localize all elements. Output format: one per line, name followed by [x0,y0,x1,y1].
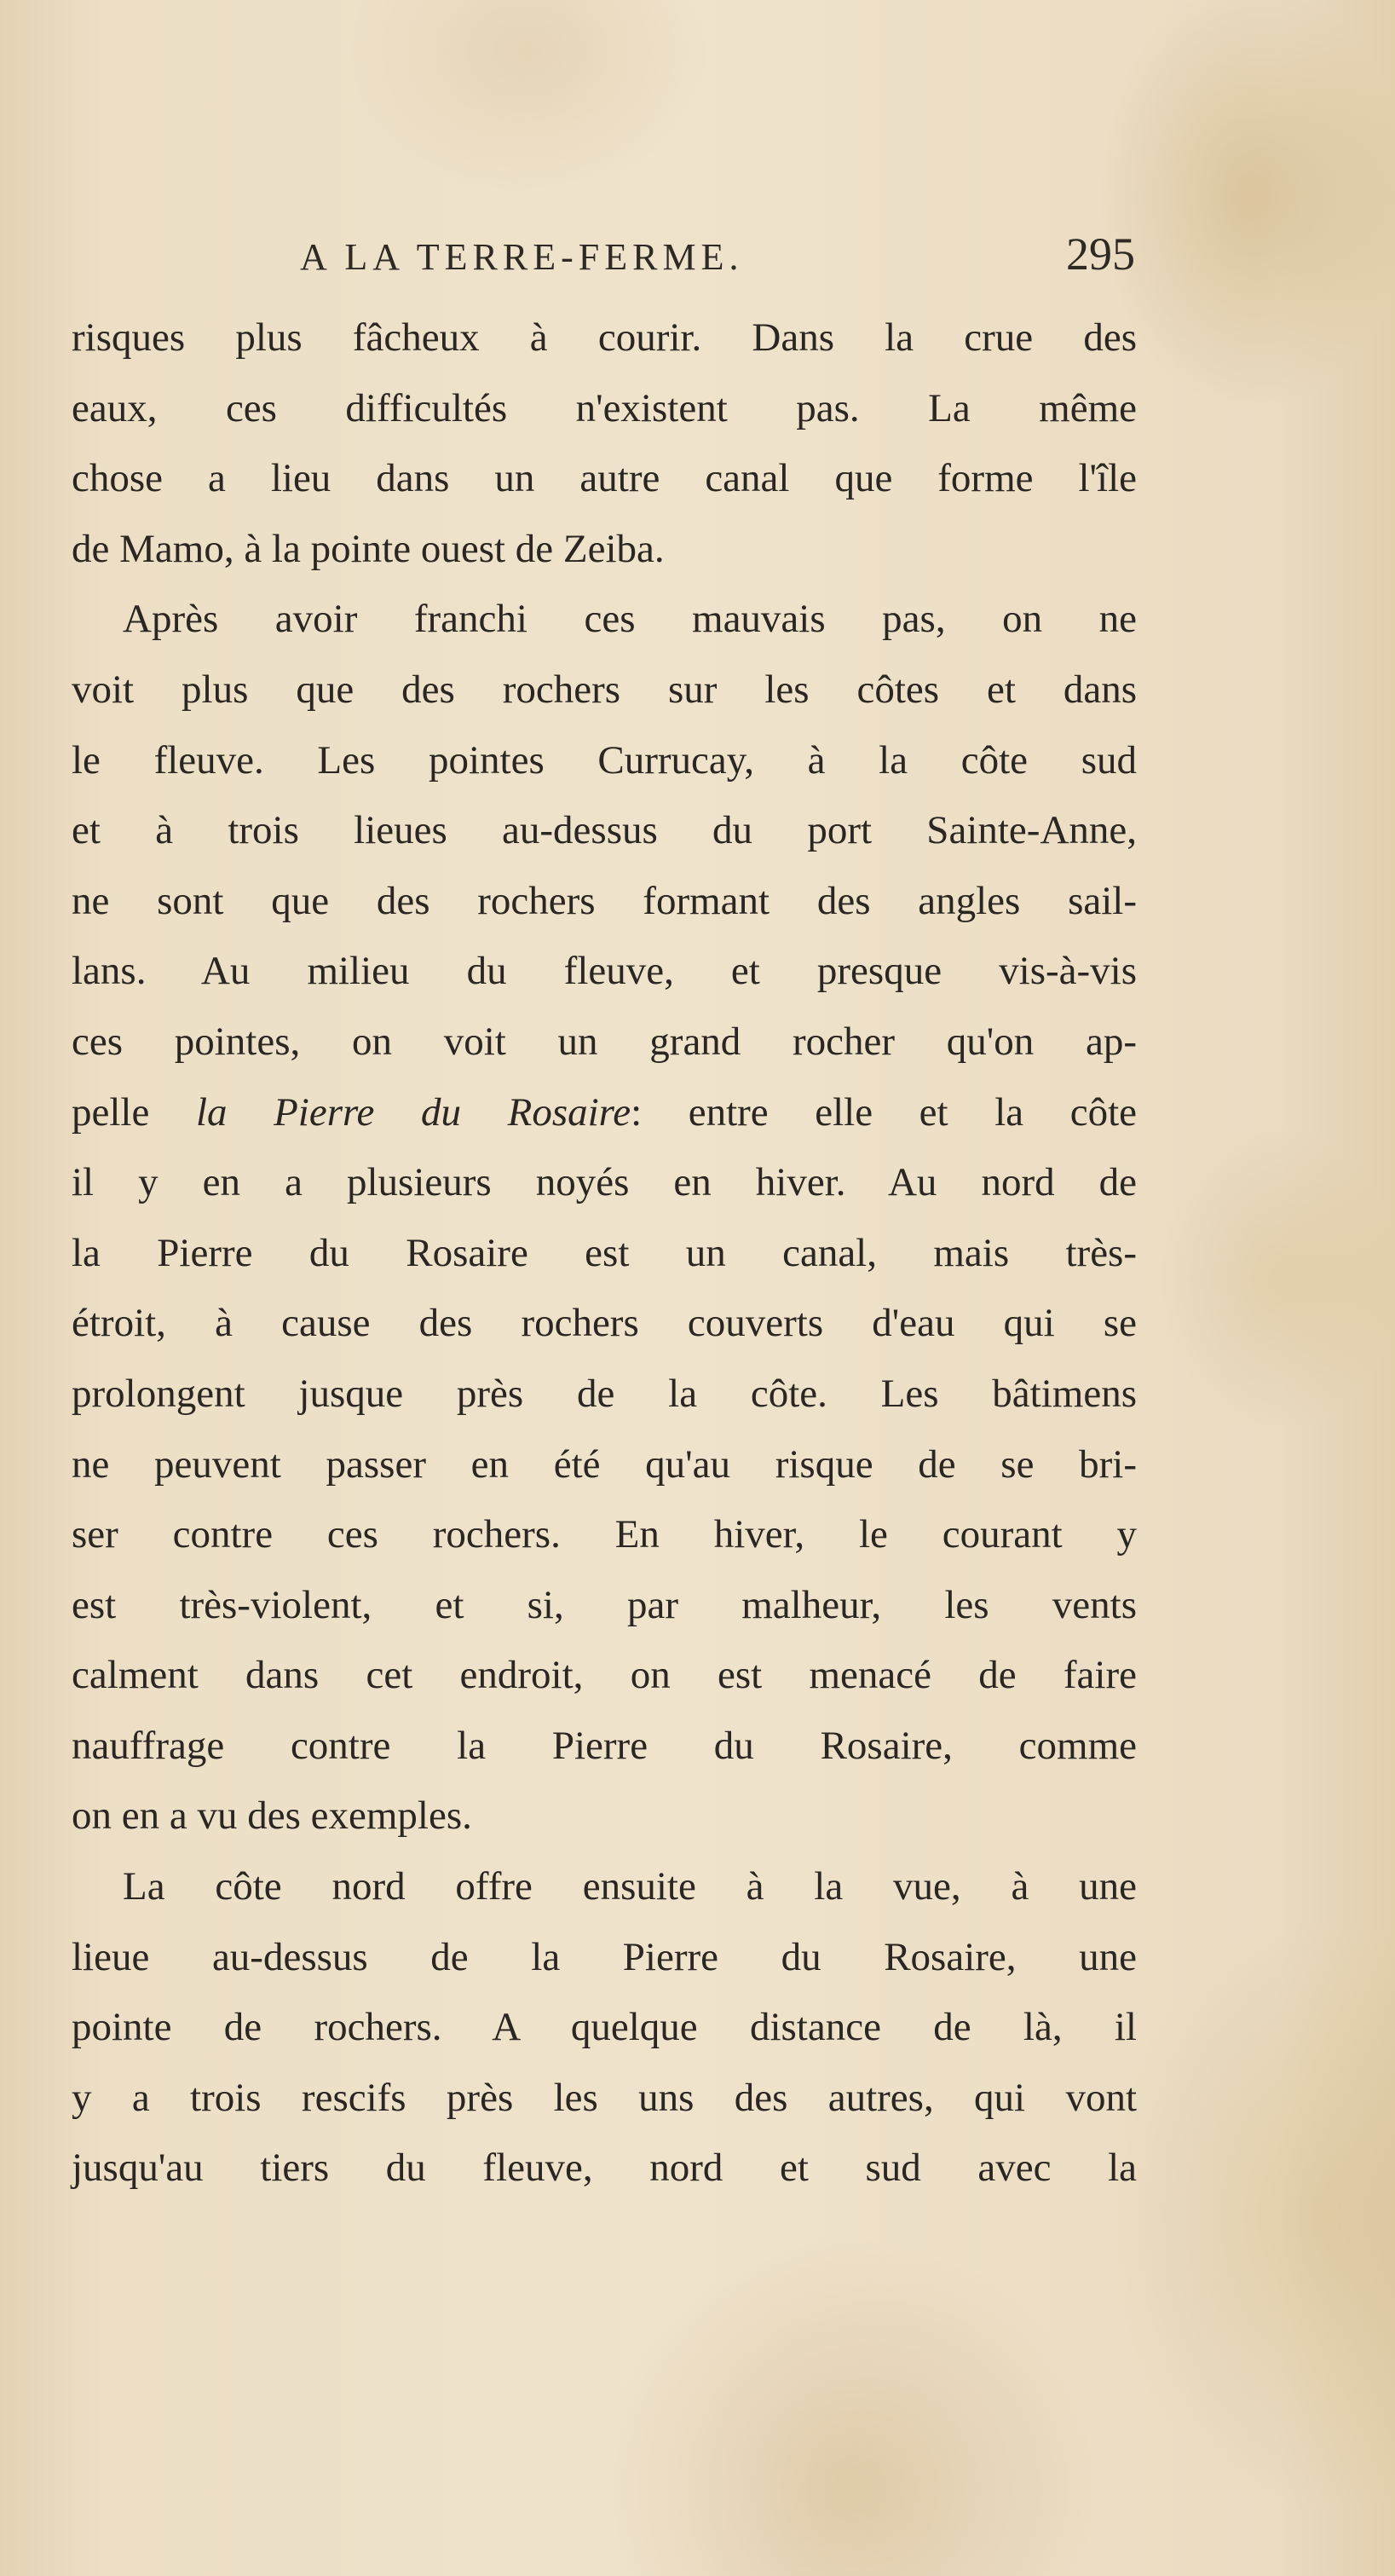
line-end: : entre elle et la côte [631,1089,1137,1135]
text-line: voit plus que des rochers sur les côtes et dans [72,667,1137,712]
text-line: calment dans cet endroit, on est menacé de faire [72,1653,1137,1698]
text-line: eaux, ces difficultés n'existent pas. La même [72,385,1137,430]
text-line: la Pierre du Rosaire est un canal, mais très- [72,1230,1137,1275]
text-line: ne sont que des rochers formant des angles sail- [72,878,1137,923]
text-line: Après avoir franchi ces mauvais pas, on ne [123,597,1137,642]
text-line: risques plus fâcheux à courir. Dans la crue des [72,315,1137,360]
text-line: est très-violent, et si, par malheur, les vents [72,1582,1137,1627]
text-line: jusqu'au tiers du fleuve, nord et sud avec la [72,2146,1137,2191]
text-line: le fleuve. Les pointes Currucay, à la côte sud [72,737,1137,783]
text-line: ser contre ces rochers. En hiver, le courant y [72,1512,1137,1557]
text-line: et à trois lieues au-dessus du port Sainte-Anne, [72,808,1137,853]
text-line: on en a vu des exemples. [72,1793,472,1839]
text-line: chose a lieu dans un autre canal que forme l'île [72,456,1137,501]
text-line: nauffrage contre la Pierre du Rosaire, comme [72,1723,1137,1768]
text-line: lieue au-dessus de la Pierre du Rosaire, une [72,1934,1137,1979]
text-line: y a trois rescifs près les uns des autres, qui vont [72,2075,1137,2120]
text-line: pointe de rochers. A quelque distance de là, il [72,2005,1137,2050]
text-line: prolongent jusque près de la côte. Les bâtimens [72,1371,1137,1416]
text-line: étroit, à cause des rochers couverts d'eau qui se [72,1301,1137,1346]
text-line: il y en a plusieurs noyés en hiver. Au nord de [72,1160,1137,1205]
running-head: A LA TERRE-FERME. [300,236,744,278]
line-start: pelle [72,1089,196,1135]
text-line: La côte nord offre ensuite à la vue, à une [123,1864,1137,1909]
italic-name: la Pierre du Rosaire [195,1089,631,1135]
text-line-with-italic [72,1077,1137,1148]
text-line: lans. Au milieu du fleuve, et presque vis-à-vis [72,949,1137,994]
page-header [300,228,1135,283]
text-line: de Mamo, à la pointe ouest de Zeiba. [72,526,665,571]
body-text [72,303,1137,2203]
text-line: ne peuvent passer en été qu'au risque de se bri- [72,1441,1137,1487]
page-number: 295 [1066,228,1135,280]
text-line: ces pointes, on voit un grand rocher qu'on ap- [72,1019,1137,1064]
